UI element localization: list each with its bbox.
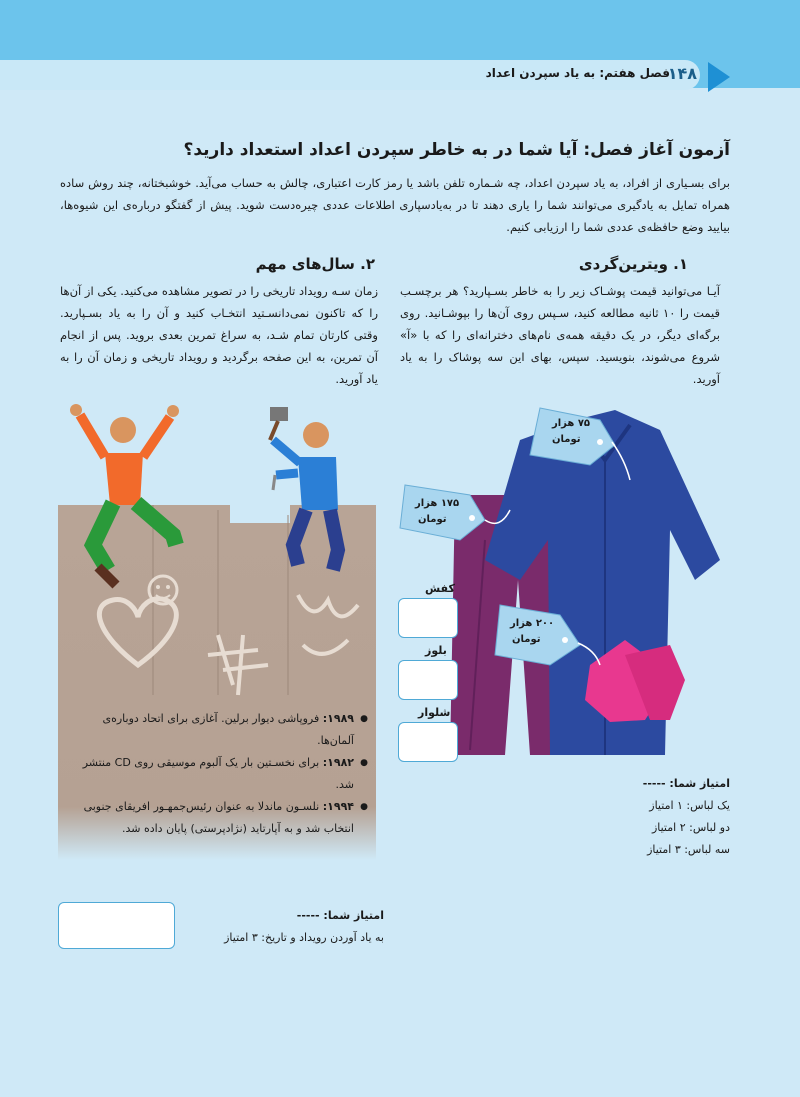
event-text: نلسـون ماندلا به عنوان رئیس‌جمهـور افریقای جنوبی انتخاب شد و به آپارتاید (نژادپرستی) پایان داده شد. <box>83 800 354 835</box>
tag-pants-price: ۱۷۵ هزار <box>415 498 460 509</box>
section-2-title: ۲. سال‌های مهم <box>255 255 375 273</box>
section-1-score-title: امتیاز شما: ----- <box>642 777 730 790</box>
section-2-score-line: به یاد آوردن رویداد و تاریخ: ۳ امتیاز <box>224 931 384 944</box>
score-line-1: یک لباس: ۱ امتیاز <box>649 799 730 812</box>
events-list <box>64 708 368 840</box>
event-item <box>64 708 368 752</box>
event-item <box>64 796 368 840</box>
tag-shirt-unit: تومان <box>552 434 581 445</box>
label-shirt: بلوز <box>425 644 447 657</box>
section-1-score <box>643 773 730 861</box>
section-2-score <box>224 905 384 949</box>
answer-box-event[interactable] <box>58 902 175 949</box>
event-text: برای نخسـتین بار یک آلبوم موسیقی روی CD منتشر شد. <box>82 756 354 791</box>
label-shoes: کفش <box>425 582 455 595</box>
intro-paragraph: برای بسـیاری از افراد، به یاد سپردن اعداد، چه شـماره تلفن باشد یا رمز کارت اعتباری، چالش به حساب می‌آید. خوشبختانه، چند روش ساده همراه تمایل به یادگیری می‌توانند شما را یاری دهند تا در به‌یادسپاری اطلاعات عددی چیره‌دست شوید. پیش از گفتگو درباره‌ی این شیوه‌ها، بیایید وضع حافظه‌ی عددی شما را ارزیابی کنیم. <box>60 176 730 234</box>
answer-box-shirt[interactable] <box>398 660 458 700</box>
section-1-text: آیـا می‌توانید قیمت پوشـاک زیر را به خاطر بسـپارید؟ هر برچسـب قیمت را ۱۰ ثانیه مطالعه کنید، سـپس روی آن‌ها را بپوشـانید. روی برگه‌ای دیگر، در یک دقیقه همه‌ی نام‌های دخترانه‌ای را که با «آ» شروع می‌شوند، بنویسید. سپس، بهای این سه پوشاک را به یاد آورید. <box>400 284 721 386</box>
page-number: ۱۴۸ <box>667 64 697 83</box>
event-year: ۱۹۹۴: <box>322 800 354 813</box>
event-year: ۱۹۸۲: <box>322 756 354 769</box>
arrow-icon <box>708 62 730 92</box>
tag-shoes-unit: تومان <box>512 634 541 645</box>
answer-box-pants[interactable] <box>398 722 458 762</box>
chapter-title: فصل هفتم: به یاد سپردن اعداد <box>485 66 670 80</box>
score-line-3: سه لباس: ۳ امتیاز <box>647 843 730 856</box>
answer-box-shoes[interactable] <box>398 598 458 638</box>
label-pants: شلوار <box>418 706 451 719</box>
tag-shoes-price: ۲۰۰ هزار <box>510 618 555 629</box>
tag-shirt-price: ۷۵ هزار <box>552 418 591 429</box>
score-line-2: دو لباس: ۲ امتیاز <box>651 821 730 834</box>
event-year: ۱۹۸۹: <box>322 712 354 725</box>
section-2-text: زمان سـه رویداد تاریخی را در تصویر مشاهده می‌کنید. یکی از آن‌ها را که تاکنون نمی‌دانسـتید انتخـاب کنید و آن را به یاد بسـپارید. وقتی کارتان تمام شـد، به سراغ تمرین بعدی بروید. پس از انجام آن تمرین، به این صفحه برگردید و رویداد تاریخی و زمان آن را به یاد آورید. <box>60 284 378 386</box>
tag-pants-unit: تومان <box>418 514 447 525</box>
event-item <box>64 752 368 796</box>
event-text: فروپاشی دیوار برلین. آغازی برای اتحاد دوباره‌ی آلمان‌ها. <box>102 712 354 747</box>
section-1-title: ۱. ویترین‌گردی <box>578 255 688 273</box>
section-2-score-title: امتیاز شما: ----- <box>296 909 384 922</box>
page-title: آزمون آغاز فصل: آیا شما در به خاطر سپردن اعداد استعداد دارید؟ <box>183 140 730 160</box>
